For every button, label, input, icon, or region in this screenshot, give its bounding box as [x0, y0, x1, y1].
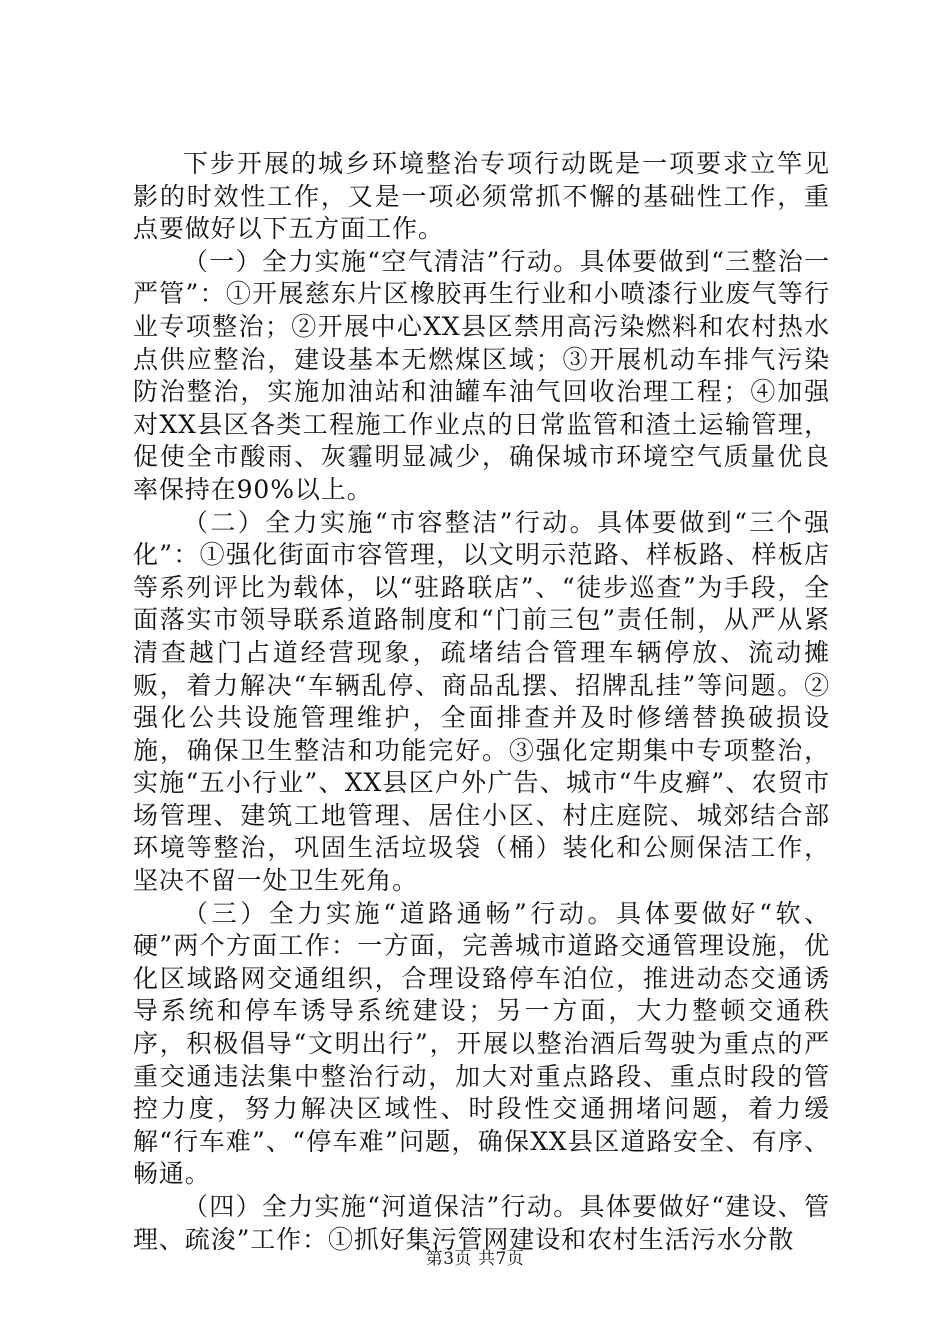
document-body [133, 148, 830, 1256]
page-footer: 第3页 共7页 [425, 1249, 525, 1269]
section-4-river-clean: （四）全力实施“河道保洁”行动。具体要做好“建设、管理、疏浚”工作：①抓好集污管网建设和农村生活污水分散 [133, 1192, 830, 1254]
section-1-air-clean: （一）全力实施“空气清洁”行动。具体要做到“三整治一严管”：①开展慈东片区橡胶再生行业和小喷漆行业废气等行业专项整治；②开展中心XX县区禁用高污染燃料和农村热水点供应整治，建设基本无燃煤区域；③开展机动车排气污染防治整治，实施加油站和油罐车油气回收治理工程；④加强对XX县区各类工程施工作业点的日常监管和渣土运输管理，促使全市酸雨、灰霾明显减少，确保城市环境空气质量优良率保持在90%以上。 [133, 246, 830, 504]
section-3-road-smooth: （三）全力实施“道路通畅”行动。具体要做好“软、硬”两个方面工作：一方面，完善城市道路交通管理设施，优化区域路网交通组织，合理设臵停车泊位，推进动态交通诱导系统和停车诱导系统建设；另一方面，大力整顿交通秩序，积极倡导“文明出行”，开展以整治酒后驾驶为重点的严重交通违法集中整治行动，加大对重点路段、重点时段的管控力度，努力解决区域性、时段性交通拥堵问题，着力缓解“行车难”、“停车难”问题，确保XX县区道路安全、有序、畅通。 [133, 898, 830, 1189]
intro-paragraph: 下步开展的城乡环境整治专项行动既是一项要求立竿见影的时效性工作，又是一项必须常抓不懈的基础性工作，重点要做好以下五方面工作。 [133, 149, 830, 244]
section-2-city-clean: （二）全力实施“市容整洁”行动。具体要做到“三个强化”：①强化街面市容管理，以文明示范路、样板路、样板店等系列评比为载体，以“驻路联店”、“徒步巡查”为手段，全面落实市领导联系道路制度和“门前三包”责任制，从严从紧清查越门占道经营现象，疏堵结合管理车辆停放、流动摊贩，着力解决“车辆乱停、商品乱摆、招牌乱挂”等问题。②强化公共设施管理维护，全面排查并及时修缮替换破损设施，确保卫生整洁和功能完好。③强化定期集中专项整治，实施“五小行业”、XX县区户外广告、城市“牛皮癣”、农贸市场管理、建筑工地管理、居住小区、村庄庭院、城郊结合部环境等整治，巩固生活垃圾袋（桶）装化和公厕保洁工作，坚决不留一处卫生死角。 [133, 507, 830, 896]
